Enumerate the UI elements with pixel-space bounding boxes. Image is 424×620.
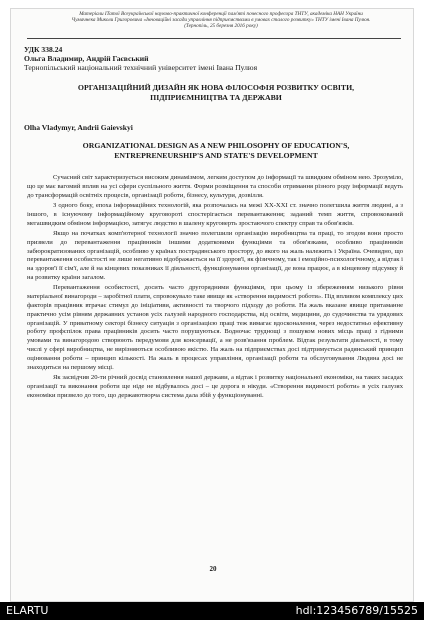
udc-code: УДК 338.24 <box>24 45 63 54</box>
title-ua-line-2: ПІДПРИЄМНИЦТВА ТА ДЕРЖАВИ <box>150 92 282 102</box>
body-paragraph-2: З одного боку, епоха інформаційних технологій, яка розпочалась на межі XX-XXI ст. значно полегшила життя людині, а з іншого, в існуючому інформаційному круговороті спостерігається перевантаження; заданий темп життя, спровокований мегашвидким обміном інформацією, затягує людство в шалену круговерть зростаючого спектру справ та обов'язків. <box>27 201 403 227</box>
title-en-line-2: ENTREPRENEURSHIP'S AND STATE'S DEVELOPMENT <box>114 150 318 160</box>
article-body <box>27 174 403 402</box>
body-paragraph-5: Як засвідчив 20-ти річний досвід становлення нашої держави, а відтак і розвитку національної економіки, на таких засадах організації та виконання роботи ще ніде не відбувалось досі – це дорога в нікуди. «Створення видимості роботи» в усіх галузях економіки призвело до того, що державотворча система дала збій у функціонуванні. <box>27 373 403 399</box>
authors-en: Olha Vladymyr, Andrii Gaievskyi <box>24 123 133 132</box>
conference-header-note: Матеріали ІТатої Всеукраїнської науково-практичної конференції пам'яті почесного професора ТНТУ, академіка НАН України Чумачнека Миколи Григоровича «Інноваційні засади управління підприємствами в умовах сталого розвитку» ТНТУ імені Івана Пулюя. (Тернопіль, 25 березня 2016 року) <box>71 11 371 29</box>
body-paragraph-1: Сучасний світ характеризується високим динамізмом, легким доступом до інформації та швидким обміном нею. Зрозуміло, що це має вагомий вплив на усі сфери суспільного життя. Форми розміщення та способи отримання різного роду інформації ведуть до трансформацій освітніх процесів, організації роботи, бізнесу, культури, дозвілля. <box>27 174 403 199</box>
repository-name: ELARTU <box>6 604 49 617</box>
title-ua-line-1: ОРГАНІЗАЦІЙНИЙ ДИЗАЙН ЯК НОВА ФІЛОСОФІЯ РОЗВИТКУ ОСВІТИ, <box>77 83 355 92</box>
page-number: 20 <box>209 565 217 573</box>
paper-page <box>10 8 414 602</box>
title-en <box>31 141 401 160</box>
body-paragraph-3: Якщо на початках комп'ютерної технології значно полегшили організацію виробництва та праці, то згодом вони просто призвели до перевантаження працівників іншими додатковими функціями та обов'язками, особливо працівників забюрократизованих організацій, особливо у країнах пострадянського простору, до якого на жаль належить і Україна. Очевидно, що перевантаження особистості не лише негативно відображається на її здоров'ї, як фізичному, так і емоційно-психологічному, а відтак і на здоров'ї її сім'ї, але й на кінцевих показниках її діяльності, функціонування організації, де вона працює, а в кінцевому підсумку й на розвитку країни загалом. <box>27 229 403 281</box>
handle-identifier[interactable]: hdl:123456789/15525 <box>295 604 418 617</box>
repository-footer-bar <box>0 602 424 620</box>
header-rule <box>27 38 401 39</box>
title-ua <box>31 83 401 102</box>
authors-ua: Ольга Владимир, Андрій Гаєвський <box>24 54 149 63</box>
title-en-line-1: ORGANIZATIONAL DESIGN AS A NEW PHILOSOPHY OF EDUCATION'S, <box>82 141 350 150</box>
affiliation: Тернопільський національний технічний університет імені Івана Пулюя <box>24 63 258 72</box>
body-paragraph-4: Перевантаження особистості, досить часто другорядними функціями, при цьому із збереженням низького рівня матеріальної винагороди – заробітної плати, спровокувало таке явище як «створення видимості роботи». Під впливом комплексу цих факторів працівник втрачає стимул до ініціативи, активності та творчого підходу до роботи. На жаль вказане явище притаманне практично усім рівням державних установ усіх галузей народного господарства, від освіти, медицини, до судочинства та урядових організацій. У приватному секторі бізнесу ситуація з організацією праці теж вимагає вдосконалення, через недостатньо ефективну роботу профспілок права працівників досить часто порушуються. Водночас труднощі з пошуком нових місць праці з гідними умовами та винагородою створюють передумови для консервації, а не розв'язання проблем. Відтак результати діяльності, в тому числі у сфері виробництва, не вирізняються особливою якістю. На жаль на підприємствах досі підтримується радянський принцип оцінювання роботи – принцип кількості. На жаль в процесах управління, організації роботи та обслуговування Людина досі не знаходиться на першому місці. <box>27 284 403 371</box>
